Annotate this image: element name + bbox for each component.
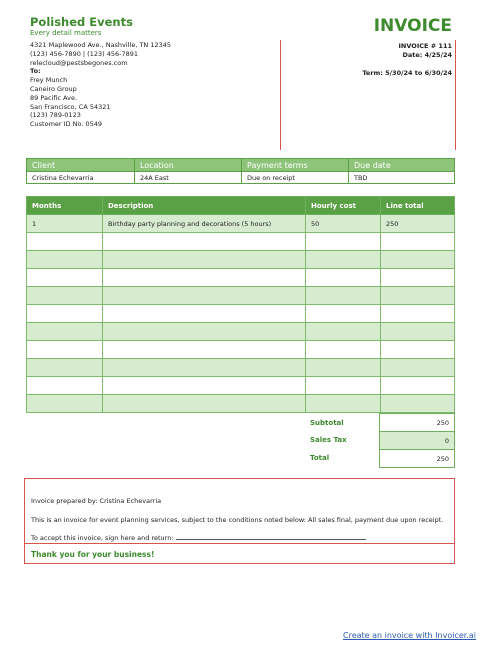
item-months: 1 <box>27 215 103 233</box>
address-block <box>30 41 171 129</box>
customer-id: Customer ID No. 0549 <box>30 120 103 129</box>
table-row <box>27 341 455 359</box>
due-date-value: TBD <box>349 172 455 184</box>
table-row <box>27 215 455 233</box>
invoicer-link[interactable]: Create an invoice with Invoicer.ai <box>343 631 476 640</box>
table-row <box>27 305 455 323</box>
payment-terms-value: Due on receipt <box>242 172 349 184</box>
header-description: Description <box>103 197 306 215</box>
table-row <box>27 323 455 341</box>
table-row <box>27 395 455 413</box>
table-row <box>27 269 455 287</box>
subtotal-value: 250 <box>379 413 455 432</box>
header-line-total: Line total <box>381 197 455 215</box>
item-description: Birthday party planning and decorations (5 hours) <box>103 215 306 233</box>
notes-box <box>24 478 455 564</box>
table-row <box>27 359 455 377</box>
client-value: Cristina Echevarria <box>27 172 135 184</box>
item-hourly-cost: 50 <box>306 215 381 233</box>
accept-text: To accept this invoice, sign here and return: <box>31 534 174 542</box>
divider-right <box>455 40 456 150</box>
invoice-term: Term: 5/30/24 to 6/30/24 <box>362 69 452 77</box>
header-payment-terms: Payment terms <box>242 159 349 172</box>
invoice-title: INVOICE <box>373 16 452 36</box>
header-hourly-cost: Hourly cost <box>306 197 381 215</box>
company-tagline: Every detail matters <box>30 29 102 37</box>
table-row <box>27 233 455 251</box>
client-phone: (123) 789-0123 <box>30 111 81 120</box>
header-client: Client <box>27 159 135 172</box>
header-due-date: Due date <box>349 159 455 172</box>
location-value: 24A East <box>135 172 242 184</box>
invoice-number: INVOICE # 111 <box>398 42 452 50</box>
item-line-total: 250 <box>381 215 455 233</box>
signature-row <box>31 534 366 542</box>
divider-left <box>280 40 281 150</box>
company-address: 4321 Maplewood Ave., Nashville, TN 12345 <box>30 41 172 49</box>
total-label: Total <box>310 454 330 462</box>
client-name: Frey Munch <box>30 76 68 85</box>
header-months: Months <box>27 197 103 215</box>
line-items-table <box>26 196 455 413</box>
thank-you-message: Thank you for your business! <box>31 550 155 559</box>
client-info-table <box>26 158 455 184</box>
company-name: Polished Events <box>30 15 133 29</box>
sales-tax-label: Sales Tax <box>310 436 347 444</box>
client-city: San Francisco, CA 54321 <box>30 102 111 111</box>
company-email[interactable]: relecloud@pestsbegones.com <box>30 58 128 67</box>
table-row <box>27 287 455 305</box>
table-row <box>27 251 455 269</box>
table-row <box>27 377 455 395</box>
header-location: Location <box>135 159 242 172</box>
sales-tax-value: 0 <box>379 431 455 450</box>
prepared-by: Invoice prepared by: Cristina Echevarria <box>31 497 162 505</box>
client-street: 89 Pacific Ave. <box>30 93 78 102</box>
subtotal-label: Subtotal <box>310 419 344 427</box>
conditions-text: This is an invoice for event planning services, subject to the conditions noted below: All sales final, payment due upon receipt. <box>31 516 444 524</box>
client-company: Caneiro Group <box>30 84 77 93</box>
bill-to-label: To: <box>30 67 41 76</box>
signature-line[interactable] <box>176 534 366 540</box>
company-phones: (123) 456-7890 | (123) 456-7891 <box>30 49 138 58</box>
total-value: 250 <box>379 449 455 468</box>
invoice-date: Date: 4/25/24 <box>402 51 452 59</box>
footer-divider <box>25 543 454 544</box>
